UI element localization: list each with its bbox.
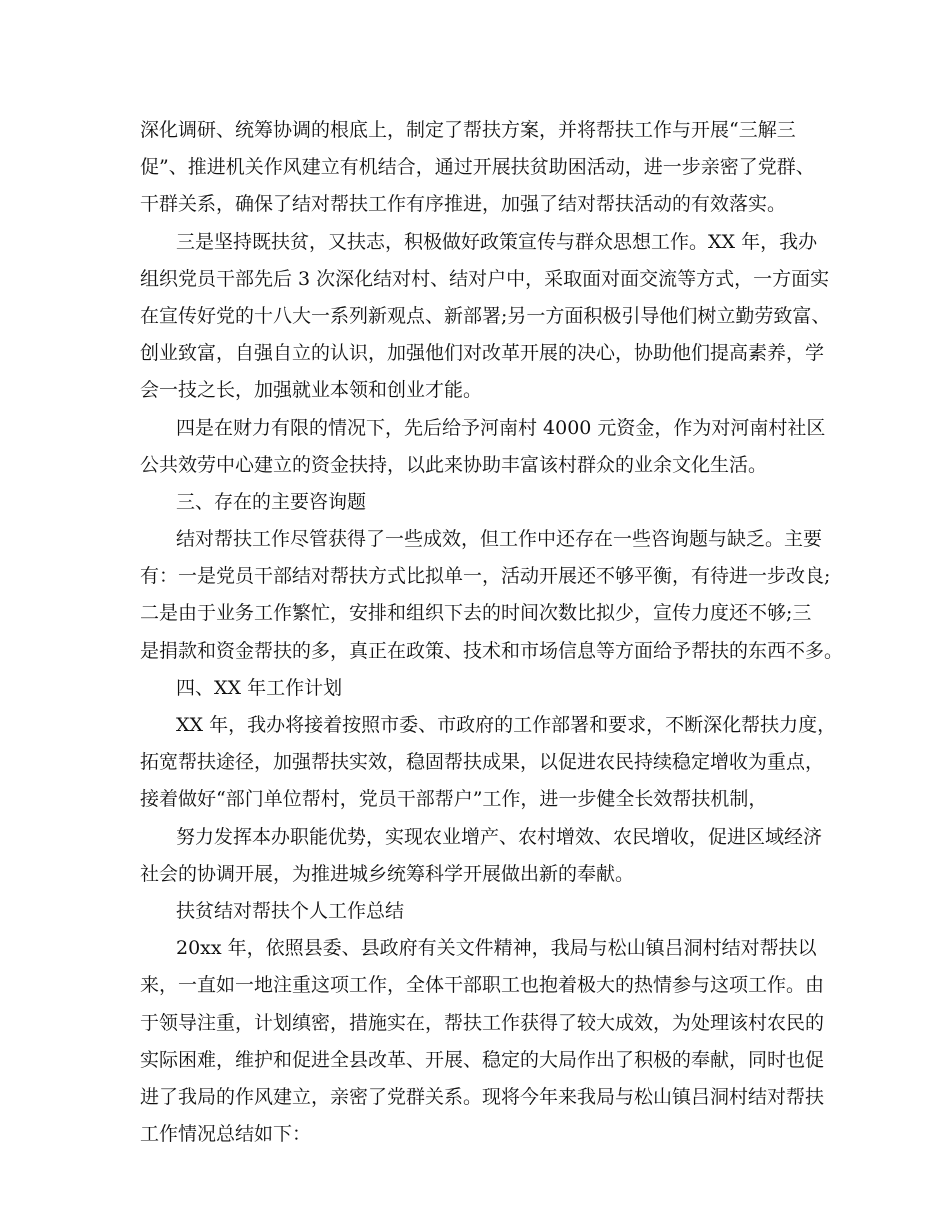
text-line: 干群关系，确保了结对帮扶工作有序推进，加强了结对帮扶活动的有效落实。: [140, 193, 787, 216]
text-line: 实际困难，维护和促进全县改革、开展、稳定的大局作出了积极的奉献，同时也促: [140, 1048, 825, 1071]
paragraph-start-line: 三是坚持既扶贫，又扶志，积极做好政策宣传与群众思想工作。XX 年，我办: [176, 230, 818, 253]
text-line: 来，一直如一地注重这项工作，全体干部职工也抱着极大的热情参与这项工作。由: [140, 974, 825, 997]
text-line: 接着做好“部门单位帮村，党员干部帮户”工作，进一步健全长效帮扶机制，: [140, 788, 768, 811]
section-heading: 四、XX 年工作计划: [176, 676, 343, 699]
text-line: 二是由于业务工作繁忙，安排和组织下去的时间次数比拟少，宣传力度还不够;三: [140, 602, 812, 625]
text-line: 创业致富，自强自立的认识，加强他们对改革开展的决心，协助他们提高素养，学: [140, 342, 825, 365]
text-line: 会一技之长，加强就业本领和创业才能。: [140, 379, 483, 402]
section-heading: 三、存在的主要咨询题: [176, 490, 367, 513]
text-line: 在宣传好党的十八大一系列新观点、新部署;另一方面积极引导他们树立勤劳致富、: [140, 304, 831, 327]
text-line: 深化调研、统筹协调的根底上，制定了帮扶方案，并将帮扶工作与开展“三解三: [140, 119, 796, 141]
paragraph-start-line: 20xx 年，依照县委、县政府有关文件精神，我局与松山镇吕洞村结对帮扶以: [176, 937, 817, 960]
text-line: 是捐款和资金帮扶的多，真正在政策、技术和市场信息等方面给予帮扶的东西不多。: [140, 639, 844, 662]
paragraph-start-line: XX 年，我办将接着按照市委、市政府的工作部署和要求，不断深化帮扶力度，: [176, 714, 837, 736]
text-line: 工作情况总结如下：: [140, 1123, 312, 1146]
text-line: 有：一是党员干部结对帮扶方式比拟单一，活动开展还不够平衡，有待进一步改良;: [140, 565, 831, 588]
document-subtitle: 扶贫结对帮扶个人工作总结: [176, 899, 405, 922]
text-line: 促”、推进机关作风建立有机结合，通过开展扶贫助困活动，进一步亲密了党群、: [140, 156, 815, 179]
text-line: 进了我局的作风建立，亲密了党群关系。现将今年来我局与松山镇吕洞村结对帮扶: [140, 1085, 825, 1108]
paragraph-start-line: 四是在财力有限的情况下，先后给予河南村 4000 元资金，作为对河南村社区: [176, 416, 826, 439]
paragraph-start-line: 结对帮扶工作尽管获得了一些成效，但工作中还存在一些咨询题与缺乏。主要: [176, 528, 823, 551]
document-body: [140, 112, 844, 1153]
text-line: 于领导注重，计划缜密，措施实在，帮扶工作获得了较大成效，为处理该村农民的: [140, 1011, 825, 1034]
text-line: 社会的协调开展，为推进城乡统筹科学开展做出新的奉献。: [140, 862, 635, 885]
text-line: 组织党员干部先后 3 次深化结对村、结对户中，采取面对面交流等方式，一方面实: [140, 267, 830, 290]
paragraph-start-line: 努力发挥本办职能优势，实现农业增产、农村增效、农民增收，促进区域经济: [176, 825, 823, 848]
text-line: 公共效劳中心建立的资金扶持，以此来协助丰富该村群众的业余文化生活。: [140, 453, 768, 476]
text-line: 拓宽帮扶途径，加强帮扶实效，稳固帮扶成果，以促进农民持续稳定增收为重点，: [140, 751, 825, 774]
